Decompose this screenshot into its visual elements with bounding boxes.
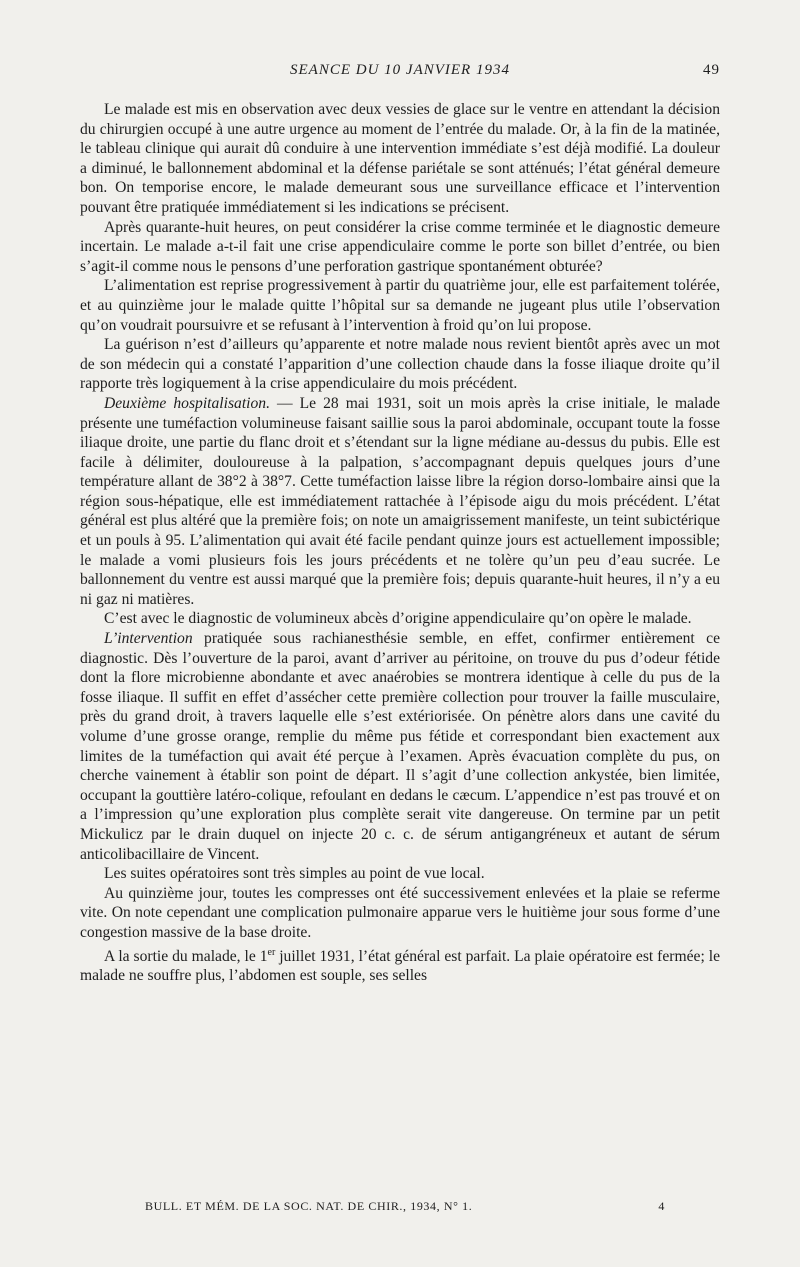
paragraph: Au quinzième jour, toutes les compresses ont été successivement enlevées et la plaie se referme vite. On note cependant une complication pulmonaire apparue vers le huitième jour sous forme d’une congestion massive de la base droite. — [80, 884, 720, 941]
paragraph: La guérison n’est d’ailleurs qu’apparente et notre malade nous revient bientôt après avec un mot de son médecin qui a constaté l’apparition d’une collection chaude dans la fosse iliaque droite qu’il rapporte très logiquement à la crise appendiculaire du mois précédent. — [80, 336, 720, 393]
paragraph-second-hospitalisation — [80, 394, 720, 610]
paragraph: L’alimentation est reprise progressivement à partir du quatrième jour, elle est parfaitement tolérée, et au quinzième jour le malade quitte l’hôpital sur sa demande ne jugeant plus utile l’observation qu’on voudrait poursuivre et se refusant à l’intervention à froid qu’on lui propose. — [80, 277, 720, 334]
article-body — [80, 100, 720, 986]
paragraph: C’est avec le diagnostic de volumineux abcès d’origine appendiculaire qu’on opère le malade. — [104, 610, 692, 628]
running-header — [80, 62, 720, 84]
paragraph: Le malade est mis en observation avec deux vessies de glace sur le ventre en attendant la décision du chirurgien occupé à une autre urgence au moment de l’entrée du malade. Or, à la fin de la matinée, le tableau clinique qui aurait dû conduire à une intervention immédiate s’est déjà modifié. La douleur a diminué, le ballonnement abdominal et la défense pariétale se sont atténués; l’état général demeure bon. On temporise encore, le malade demeurant sous une surveillance efficace et l’intervention pouvant être pratiquée immédiatement si les indications se précisent. — [80, 101, 720, 216]
section-lead: Deuxième hospitalisation. — [104, 394, 270, 412]
section-lead: L’intervention — [104, 630, 193, 648]
running-title: SEANCE DU 10 JANVIER 1934 — [290, 62, 510, 78]
paragraph: Après quarante-huit heures, on peut considérer la crise comme terminée et le diagnostic demeure incertain. Le malade a-t-il fait une crise appendiculaire comme le porte son billet d’entrée, ou bien s’agit-il comme nous le pensons d’une perforation gastrique spontanément obturée? — [80, 218, 720, 275]
page-footer — [145, 1199, 665, 1217]
paragraph-discharge — [80, 943, 720, 986]
page-number: 49 — [703, 62, 720, 78]
bulletin-reference: BULL. ET MÉM. DE LA SOC. NAT. DE CHIR., 1934, N° 1. — [145, 1199, 473, 1213]
signature-mark: 4 — [658, 1199, 665, 1213]
paragraph-text: juillet 1931, l’état général est parfait. La plaie opératoire est fermée; le malade ne souffre plus, l’abdomen est souple, ses selles — [80, 947, 720, 985]
paragraph-intervention — [80, 629, 720, 864]
paragraph: Les suites opératoires sont très simples au point de vue local. — [104, 865, 485, 883]
paragraph-text: — Le 28 mai 1931, soit un mois après la crise initiale, le malade présente une tuméfaction volumineuse faisant saillie sous la paroi abdominale, occupant toute la fosse iliaque droite, une partie du flanc droit et s’étendant sur la ligne médiane au-dessus du pubis. Elle est facile à délimiter, douloureuse à la palpation, s’accompagnant depuis quelques jours d’une température allant de 38°2 à 38°7. Cette tuméfaction laisse libre la région dorso-lombaire ainsi que la région sous-hépatique, elle est immédiatement rattachée à l’épisode aigu du mois précédent. L’état général est plus altéré que la première fois; on note un amaigrissement manifeste, un teint subictérique et un pouls à 95. L’alimentation qui avait été facile pendant quinze jours est actuellement impossible; le malade a vomi plusieurs fois les jours précédents et ne tolère qu’un peu d’eau sucrée. Le ballonnement du ventre est aussi marqué que la première fois; depuis quarante-huit heures, il n’y a eu ni gaz ni matières. — [80, 394, 721, 608]
paragraph-text: pratiquée sous rachianesthésie semble, en effet, confirmer entièrement ce diagnostic. Dès l’ouverture de la paroi, avant d’arriver au péritoine, on trouve du pus d’odeur fétide dont la flore microbienne abondante et avec anaérobies se montrera identique à celle du pus de la fosse iliaque. Il suffit en effet d’assécher cette première collection pour trouver la faille musculaire, près du grand droit, à travers laquelle elle s’est extériorisée. On pénètre alors dans une cavité du volume d’une grosse orange, remplie du même pus fétide et correspondant bien exactement aux limites de la tuméfaction qui avait été perçue à l’examen. Après évacuation complète du pus, on cherche vainement à établir son point de départ. Il s’agit d’une collection ankystée, bien limitée, occupant la gouttière latéro-colique, refoulant en dedans le cæcum. L’appendice n’est pas trouvé et on a l’impression qu’une exploration plus complète serait vite dangereuse. On termine par un petit Mickulicz par le drain duquel on injecte 20 c. c. de sérum antigangréneux et autant de sérum anticolibacillaire de Vincent. — [80, 630, 720, 863]
paragraph-text: A la sortie du malade, le 1 — [104, 947, 268, 965]
ordinal-superscript: er — [267, 946, 276, 958]
